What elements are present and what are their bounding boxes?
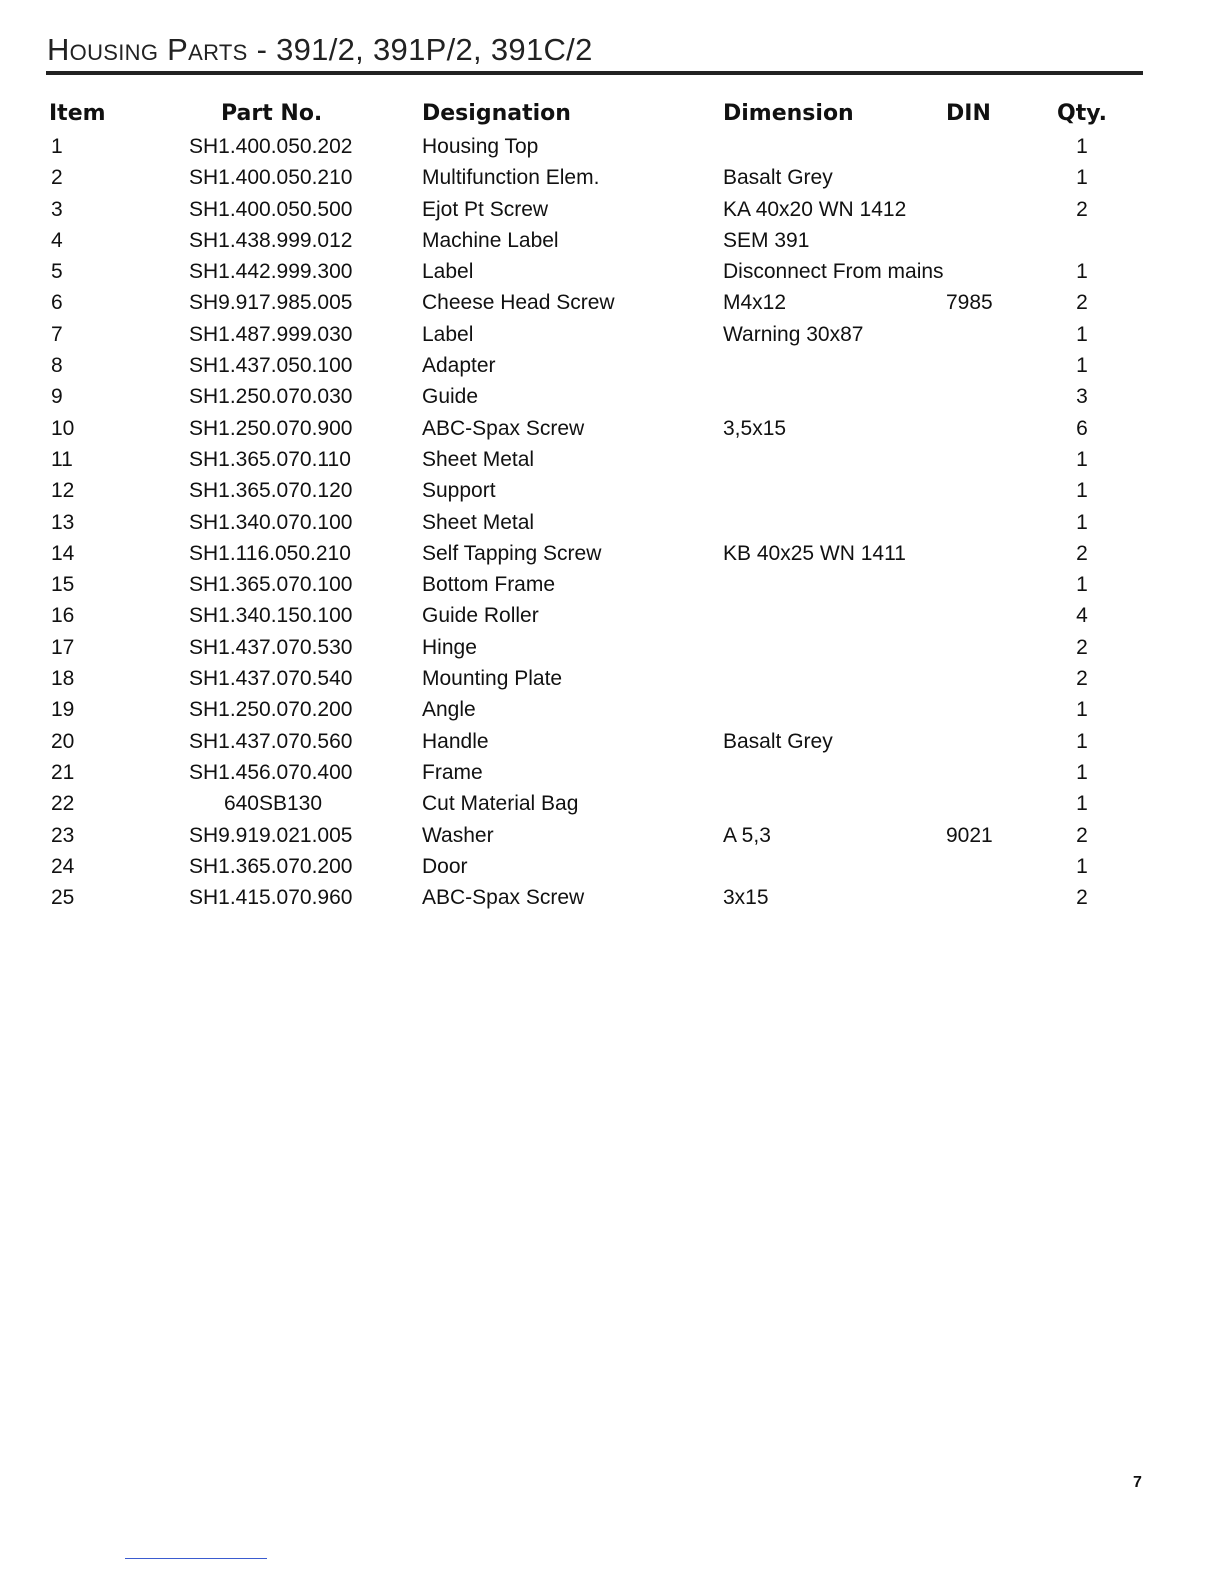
cell-qty: 1 (1076, 854, 1088, 878)
cell-din: 7985 (946, 291, 993, 315)
cell-part-no: SH1.400.050.210 (189, 166, 353, 190)
cell-designation: Door (422, 854, 468, 878)
cell-item: 18 (51, 667, 75, 691)
cell-part-no: SH1.400.050.500 (189, 197, 353, 221)
page-title-main: Housing Parts (47, 32, 248, 67)
cell-designation: Multifunction Elem. (422, 166, 600, 190)
cell-part-no: SH9.919.021.005 (189, 823, 353, 847)
cell-qty: 1 (1076, 792, 1088, 816)
table-row (0, 131, 1224, 162)
cell-part-no: SH1.250.070.030 (189, 385, 353, 409)
cell-item: 25 (51, 886, 75, 910)
table-row (0, 882, 1224, 913)
cell-dimension: SEM 391 (723, 228, 810, 252)
cell-designation: Support (422, 479, 496, 503)
cell-qty: 2 (1076, 823, 1088, 847)
table-row (0, 162, 1224, 193)
page-title-models: - 391/2, 391P/2, 391C/2 (256, 32, 593, 67)
cell-designation: Guide Roller (422, 604, 539, 628)
cell-qty: 2 (1076, 886, 1088, 910)
cell-qty: 2 (1076, 667, 1088, 691)
cell-qty: 1 (1076, 166, 1088, 190)
cell-dimension: 3,5x15 (723, 416, 787, 440)
header-part-no: Part No. (221, 101, 323, 126)
table-body (0, 131, 1224, 913)
table-row (0, 225, 1224, 256)
cell-qty: 1 (1076, 729, 1088, 753)
cell-item: 12 (51, 479, 75, 503)
table-row (0, 694, 1224, 725)
cell-part-no: SH9.917.985.005 (189, 291, 353, 315)
cell-qty: 1 (1076, 354, 1088, 378)
cell-part-no: SH1.365.070.110 (189, 447, 351, 471)
cell-item: 15 (51, 573, 75, 597)
header-designation: Designation (422, 101, 571, 126)
cell-part-no: SH1.365.070.120 (189, 479, 353, 503)
cell-qty: 1 (1076, 447, 1088, 471)
cell-qty: 2 (1076, 291, 1088, 315)
cell-item: 16 (51, 604, 75, 628)
cell-qty: 2 (1076, 635, 1088, 659)
table-row (0, 632, 1224, 663)
page-title (47, 32, 593, 68)
cell-part-no: SH1.438.999.012 (189, 228, 353, 252)
cell-item: 8 (51, 354, 63, 378)
cell-item: 5 (51, 260, 63, 284)
cell-qty: 1 (1076, 760, 1088, 784)
cell-item: 2 (51, 166, 63, 190)
cell-item: 22 (51, 792, 75, 816)
cell-designation: Machine Label (422, 228, 559, 252)
cell-part-no: SH1.415.070.960 (189, 886, 353, 910)
cell-item: 9 (51, 385, 63, 409)
header-item: Item (49, 101, 106, 126)
cell-designation: Self Tapping Screw (422, 541, 602, 565)
cell-part-no: SH1.365.070.100 (189, 573, 353, 597)
cell-designation: Adapter (422, 354, 496, 378)
cell-dimension: KA 40x20 WN 1412 (723, 197, 907, 221)
table-row (0, 663, 1224, 694)
cell-dimension: A 5,3 (723, 823, 771, 847)
cell-part-no: SH1.437.070.560 (189, 729, 353, 753)
title-divider (46, 71, 1143, 75)
table-row (0, 444, 1224, 475)
cell-designation: Label (422, 260, 474, 284)
cell-dimension: Basalt Grey (723, 166, 833, 190)
cell-designation: Label (422, 322, 474, 346)
cell-item: 24 (51, 854, 75, 878)
cell-qty: 1 (1076, 510, 1088, 534)
table-row (0, 287, 1224, 318)
cell-item: 4 (51, 228, 63, 252)
cell-part-no: SH1.437.050.100 (189, 354, 353, 378)
cell-part-no: 640SB130 (223, 792, 323, 816)
cell-designation: Ejot Pt Screw (422, 197, 549, 221)
cell-designation: Handle (422, 729, 489, 753)
table-row (0, 757, 1224, 788)
cell-part-no: SH1.437.070.540 (189, 667, 353, 691)
cell-designation: Frame (422, 760, 483, 784)
cell-qty: 2 (1076, 197, 1088, 221)
cell-dimension: Disconnect From mains (723, 260, 944, 284)
cell-qty: 1 (1076, 479, 1088, 503)
cell-part-no: SH1.400.050.202 (189, 135, 353, 158)
table-row (0, 726, 1224, 757)
page-number: 7 (1133, 1474, 1142, 1491)
cell-qty: 1 (1076, 135, 1088, 158)
cell-item: 13 (51, 510, 75, 534)
table-row (0, 381, 1224, 412)
cell-designation: Sheet Metal (422, 447, 535, 471)
cell-part-no: SH1.437.070.530 (189, 635, 353, 659)
header-din: DIN (946, 101, 991, 126)
cell-item: 1 (51, 135, 63, 158)
cell-qty: 1 (1076, 698, 1088, 722)
cell-designation: Cheese Head Screw (422, 291, 615, 315)
cell-designation: Bottom Frame (422, 573, 556, 597)
table-row (0, 475, 1224, 506)
parts-table (0, 97, 1224, 913)
cell-designation: Mounting Plate (422, 667, 563, 691)
table-row (0, 350, 1224, 381)
table-row (0, 820, 1224, 851)
cell-din: 9021 (946, 823, 993, 847)
table-row (0, 788, 1224, 819)
cell-dimension: Basalt Grey (723, 729, 833, 753)
cell-part-no: SH1.487.999.030 (189, 322, 353, 346)
cell-designation: Cut Material Bag (422, 792, 579, 816)
cell-dimension: KB 40x25 WN 1411 (723, 541, 906, 565)
cell-part-no: SH1.340.150.100 (189, 604, 353, 628)
cell-part-no: SH1.250.070.900 (189, 416, 353, 440)
cell-item: 23 (51, 823, 75, 847)
table-header-row (0, 97, 1224, 131)
cell-designation: Sheet Metal (422, 510, 535, 534)
cell-designation: Washer (422, 823, 494, 847)
cell-item: 3 (51, 197, 63, 221)
cell-item: 6 (51, 291, 63, 315)
cell-qty: 1 (1076, 322, 1088, 346)
cell-part-no: SH1.365.070.200 (189, 854, 353, 878)
cell-designation: ABC-Spax Screw (422, 886, 585, 910)
table-row (0, 319, 1224, 350)
cell-part-no: SH1.456.070.400 (189, 760, 353, 784)
table-row (0, 194, 1224, 225)
cell-part-no: SH1.250.070.200 (189, 698, 353, 722)
header-dimension: Dimension (723, 101, 854, 126)
cell-item: 11 (51, 447, 73, 471)
cell-item: 7 (51, 322, 63, 346)
cell-part-no: SH1.340.070.100 (189, 510, 353, 534)
cell-dimension: M4x12 (723, 291, 787, 315)
cell-designation: Guide (422, 385, 479, 409)
cell-item: 14 (51, 541, 75, 565)
cell-item: 10 (51, 416, 75, 440)
cell-dimension: 3x15 (723, 886, 769, 910)
table-row (0, 413, 1224, 444)
header-qty: Qty. (1057, 101, 1107, 126)
cell-designation: Angle (422, 698, 476, 722)
cell-part-no: SH1.116.050.210 (189, 541, 351, 565)
cell-designation: Housing Top (422, 135, 539, 158)
table-row (0, 851, 1224, 882)
cell-qty: 1 (1076, 573, 1088, 597)
table-row (0, 569, 1224, 600)
cell-qty: 2 (1076, 541, 1088, 565)
footer-divider (125, 1558, 267, 1559)
table-row (0, 507, 1224, 538)
cell-designation: Hinge (422, 635, 477, 659)
cell-qty: 1 (1076, 260, 1088, 284)
cell-item: 17 (51, 635, 75, 659)
cell-designation: ABC-Spax Screw (422, 416, 585, 440)
table-row (0, 600, 1224, 631)
cell-qty: 4 (1076, 604, 1088, 628)
cell-item: 21 (51, 760, 75, 784)
cell-item: 19 (51, 698, 75, 722)
cell-qty: 6 (1076, 416, 1088, 440)
cell-dimension: Warning 30x87 (723, 322, 864, 346)
table-row (0, 538, 1224, 569)
cell-item: 20 (51, 729, 75, 753)
table-row (0, 256, 1224, 287)
cell-part-no: SH1.442.999.300 (189, 260, 353, 284)
cell-qty: 3 (1076, 385, 1088, 409)
